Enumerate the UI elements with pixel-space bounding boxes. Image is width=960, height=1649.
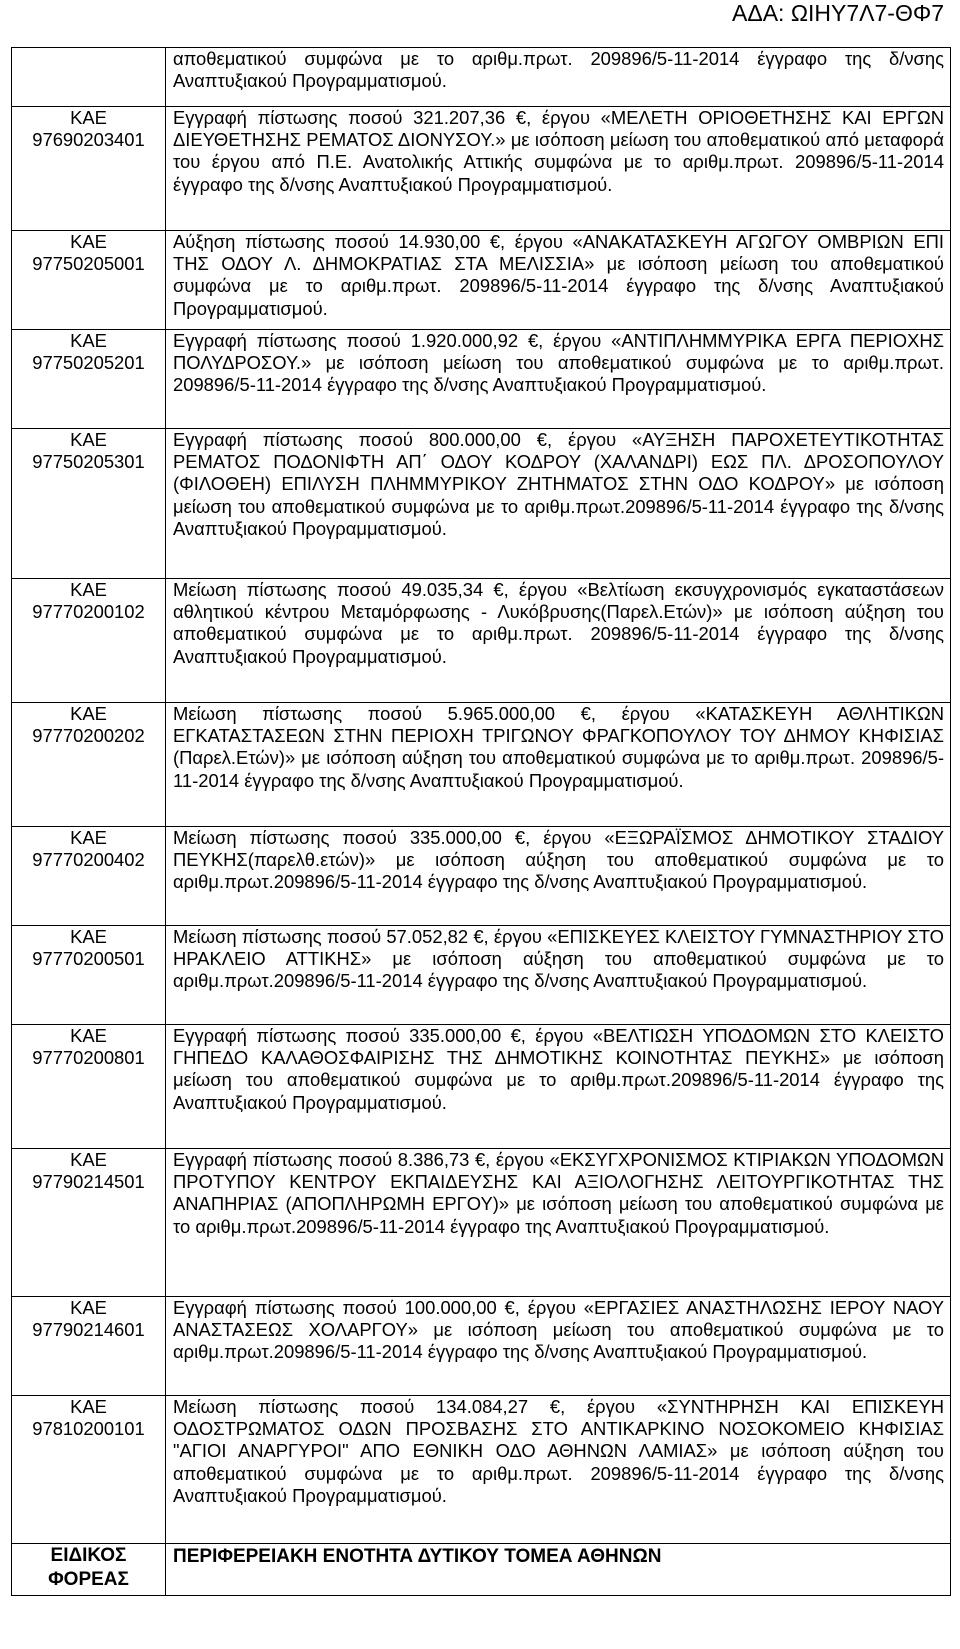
kae-cell bbox=[12, 1149, 166, 1297]
kae-cell bbox=[12, 1297, 166, 1396]
description-text: αποθεματικού συμφώνα με το αριθμ.πρωτ. 209896/5-11-2014 έγγραφο της δ/νσης Αναπτυξιακού Προγραμματισμού. bbox=[173, 48, 944, 92]
kae-number: 97750205001 bbox=[32, 253, 145, 275]
description-cell bbox=[166, 926, 951, 1025]
description-text: Αύξηση πίστωσης ποσού 14.930,00 €, έργου «ΑΝΑΚΑΤΑΣΚΕΥΗ ΑΓΩΓΟΥ ΟΜΒΡΙΩΝ ΕΠΙ ΤΗΣ ΟΔΟΥ Λ. ΔΗΜΟΚΡΑΤΙΑΣ ΣΤΑ ΜΕΛΙΣΣΙΑ» με ισόποση μείωση του αποθεματικού συμφώνα με το αριθμ.πρωτ. 209896/5-11-2014 έγγραφο της δ/νσης Αναπτυξιακού Προγραμματισμού. bbox=[173, 231, 944, 319]
table-row bbox=[12, 1297, 951, 1396]
budget-table-body bbox=[12, 48, 951, 1596]
kae-number: 97750205301 bbox=[32, 451, 145, 473]
table-row bbox=[12, 703, 951, 827]
kae-cell bbox=[12, 926, 166, 1025]
description-cell bbox=[166, 429, 951, 579]
description-cell bbox=[166, 1396, 951, 1544]
special-body-label-line2: ΦΟΡΕΑΣ bbox=[48, 1569, 129, 1590]
description-cell bbox=[166, 703, 951, 827]
special-body-label-cell bbox=[12, 1544, 166, 1596]
description-cell bbox=[166, 827, 951, 926]
description-text: Μείωση πίστωσης ποσού 57.052,82 €, έργου «ΕΠΙΣΚΕΥΕΣ ΚΛΕΙΣΤΟΥ ΓΥΜΝΑΣΤΗΡΙΟΥ ΣΤΟ ΗΡΑΚΛΕΙΟ ΑΤΤΙΚΗΣ» με ισόποση αύξηση του αποθεματικού συμφώνα με το αριθμ.πρωτ.209896/5-11-2014 έγγραφο της δ/νσης Αναπτυξιακού Προγραμματισμού. bbox=[173, 926, 944, 992]
description-text: Εγγραφή πίστωσης ποσού 321.207,36 €, έργου «ΜΕΛΕΤΗ ΟΡΙΟΘΕΤΗΣΗΣ ΚΑΙ ΕΡΓΩΝ ΔΙΕΥΘΕΤΗΣΗΣ ΡΕΜΑΤΟΣ ΔΙΟΝΥΣΟΥ.» με ισόποση μείωση του αποθεματικού από μεταφορά του έργου από Π.Ε. Ανατολικής Αττικής συμφώνα με το αριθμ.πρωτ. 209896/5-11-2014 έγγραφο της δ/νσης Αναπτυξιακού Προγραμματισμού. bbox=[173, 107, 944, 195]
description-text: Εγγραφή πίστωσης ποσού 800.000,00 €, έργου «ΑΥΞΗΣΗ ΠΑΡΟΧΕΤΕΥΤΙΚΟΤΗΤΑΣ ΡΕΜΑΤΟΣ ΠΟΔΟΝΙΦΤΗ ΑΠ΄ ΟΔΟΥ ΚΟΔΡΟΥ (ΧΑΛΑΝΔΡΙ) ΕΩΣ ΠΛ. ΔΡΟΣΟΠΟΥΛΟΥ (ΦΙΛΟΘΕΗ) ΕΠΙΛΥΣΗ ΠΛΗΜΜΥΡΙΚΟΥ ΖΗΤΗΜΑΤΟΣ ΣΤΗΝ ΟΔΟ ΚΟΔΡΟΥ» με ισόποση μείωση του αποθεματικού συμφώνα με το αριθμ.πρωτ.209896/5-11-2014 έγγραφο της δ/νσης Αναπτυξιακού Προγραμματισμού. bbox=[173, 429, 944, 539]
budget-table bbox=[11, 47, 951, 1596]
kae-number: 97770200102 bbox=[32, 601, 145, 623]
description-cell bbox=[166, 231, 951, 330]
kae-cell bbox=[12, 579, 166, 703]
description-text: Μείωση πίστωσης ποσού 5.965.000,00 €, έργου «ΚΑΤΑΣΚΕΥΗ ΑΘΛΗΤΙΚΩΝ ΕΓΚΑΤΑΣΤΑΣΕΩΝ ΣΤΗΝ ΠΕΡΙΟΧΗ ΤΡΙΓΩΝΟΥ ΦΡΑΓΚΟΠΟΥΛΟΥ ΤΟΥ ΔΗΜΟΥ ΚΗΦΙΣΙΑΣ (Παρελ.Ετών)» με ισόποση αύξηση του αποθεματικού συμφώνα με το αριθμ.πρωτ. 209896/5-11-2014 έγγραφο της δ/νσης Αναπτυξιακού Προγραμματισμού. bbox=[173, 703, 944, 791]
table-row bbox=[12, 579, 951, 703]
description-cell bbox=[166, 579, 951, 703]
table-row bbox=[12, 231, 951, 330]
table-row bbox=[12, 429, 951, 579]
description-text: Εγγραφή πίστωσης ποσού 8.386,73 €, έργου «ΕΚΣΥΓΧΡΟΝΙΣΜΟΣ ΚΤΙΡΙΑΚΩΝ ΥΠΟΔΟΜΩΝ ΠΡΟΤΥΠΟΥ ΚΕΝΤΡΟΥ ΕΚΠΑΙΔΕΥΣΗΣ ΚΑΙ ΑΞΙΟΛΟΓΗΣΗΣ ΛΕΙΤΟΥΡΓΙΚΟΤΗΤΑΣ ΤΗΣ ΑΝΑΠΗΡΙΑΣ (ΑΠΟΠΛΗΡΩΜΗ ΕΡΓΟΥ)» με ισόποση μείωση του αποθεματικού συμφώνα με το αριθμ.πρωτ.209896/5-11-2014 έγγραφο της Αναπτυξιακού Προγραμματισμού. bbox=[173, 1149, 944, 1237]
special-body-name-cell bbox=[166, 1544, 951, 1596]
kae-label: ΚΑΕ bbox=[70, 330, 107, 351]
kae-cell bbox=[12, 48, 166, 107]
description-text: Εγγραφή πίστωσης ποσού 335.000,00 €, έργου «ΒΕΛΤΙΩΣΗ ΥΠΟΔΟΜΩΝ ΣΤΟ ΚΛΕΙΣΤΟ ΓΗΠΕΔΟ ΚΑΛΑΘΟΣΦΑΙΡΙΣΗΣ ΤΗΣ ΔΗΜΟΤΙΚΗΣ ΚΟΙΝΟΤΗΤΑΣ ΠΕΥΚΗΣ» με ισόποση μείωση του αποθεματικού συμφώνα με το αριθμ.πρωτ.209896/5-11-2014 έγγραφο της Αναπτυξιακού Προγραμματισμού. bbox=[173, 1025, 944, 1113]
special-body-name: ΠΕΡΙΦΕΡΕΙΑΚΗ ΕΝΟΤΗΤΑ ΔΥΤΙΚΟΥ ΤΟΜΕΑ ΑΘΗΝΩΝ bbox=[173, 1546, 662, 1567]
kae-cell bbox=[12, 107, 166, 231]
kae-number: 97770200202 bbox=[32, 725, 145, 747]
description-cell bbox=[166, 1149, 951, 1297]
table-row bbox=[12, 48, 951, 107]
kae-number: 97750205201 bbox=[32, 352, 145, 374]
kae-number: 97790214501 bbox=[32, 1171, 145, 1193]
table-row bbox=[12, 827, 951, 926]
description-text: Μείωση πίστωσης ποσού 49.035,34 €, έργου «Βελτίωση εκσυγχρονισμός εγκαταστάσεων αθλητικού κέντρου Μεταμόρφωσης - Λυκόβρυσης(Παρελ.Ετών)» με ισόποση αύξηση του αποθεματικού συμφώνα με το αριθμ.πρωτ. 209896/5-11-2014 έγγραφο της δ/νσης Αναπτυξιακού Προγραμματισμού. bbox=[173, 579, 944, 667]
kae-label: ΚΑΕ bbox=[70, 827, 107, 848]
description-cell bbox=[166, 1025, 951, 1149]
kae-label: ΚΑΕ bbox=[70, 926, 107, 947]
table-row bbox=[12, 1025, 951, 1149]
description-cell bbox=[166, 1297, 951, 1396]
kae-label: ΚΑΕ bbox=[70, 1149, 107, 1170]
description-cell bbox=[166, 48, 951, 107]
table-row bbox=[12, 926, 951, 1025]
kae-cell bbox=[12, 231, 166, 330]
description-text: Εγγραφή πίστωσης ποσού 1.920.000,92 €, έργου «ΑΝΤΙΠΛΗΜΜΥΡΙΚΑ ΕΡΓΑ ΠΕΡΙΟΧΗΣ ΠΟΛΥΔΡΟΣΟΥ.» με ισόποση μείωση του αποθεματικού συμφώνα με το αριθμ.πρωτ. 209896/5-11-2014 έγγραφο της δ/νσης Αναπτυξιακού Προγραμματισμού. bbox=[173, 330, 944, 396]
kae-number: 97770200501 bbox=[32, 948, 145, 970]
kae-cell bbox=[12, 429, 166, 579]
description-text: Μείωση πίστωσης ποσού 335.000,00 €, έργου «ΕΞΩΡΑΪΣΜΟΣ ΔΗΜΟΤΙΚΟΥ ΣΤΑΔΙΟΥ ΠΕΥΚΗΣ(παρελθ.ετών)» με ισόποση αύξηση του αποθεματικού συμφώνα με το αριθμ.πρωτ.209896/5-11-2014 έγγραφο της δ/νσης Αναπτυξιακού Προγραμματισμού. bbox=[173, 827, 944, 893]
kae-number: 97770200402 bbox=[32, 849, 145, 871]
kae-label: ΚΑΕ bbox=[70, 579, 107, 600]
table-row bbox=[12, 107, 951, 231]
kae-label: ΚΑΕ bbox=[70, 107, 107, 128]
description-cell bbox=[166, 330, 951, 429]
kae-label: ΚΑΕ bbox=[70, 1396, 107, 1417]
kae-cell bbox=[12, 827, 166, 926]
kae-number: 97770200801 bbox=[32, 1047, 145, 1069]
kae-label: ΚΑΕ bbox=[70, 429, 107, 450]
ada-code: ΑΔΑ: ΩΙΗΥ7Λ7-ΘΦ7 bbox=[732, 0, 944, 26]
table-row-footer bbox=[12, 1544, 951, 1596]
table-row bbox=[12, 1149, 951, 1297]
kae-cell bbox=[12, 1396, 166, 1544]
kae-label: ΚΑΕ bbox=[70, 1297, 107, 1318]
description-cell bbox=[166, 107, 951, 231]
kae-cell bbox=[12, 1025, 166, 1149]
table-row bbox=[12, 1396, 951, 1544]
kae-label: ΚΑΕ bbox=[70, 231, 107, 252]
kae-number: 97790214601 bbox=[32, 1319, 145, 1341]
description-text: Εγγραφή πίστωσης ποσού 100.000,00 €, έργου «ΕΡΓΑΣΙΕΣ ΑΝΑΣΤΗΛΩΣΗΣ ΙΕΡΟΥ ΝΑΟΥ ΑΝΑΣΤΑΣΕΩΣ ΧΟΛΑΡΓΟΥ» με ισόποση μείωση του αποθεματικού συμφώνα με το αριθμ.πρωτ.209896/5-11-2014 έγγραφο της δ/νσης Αναπτυξιακού Προγραμματισμού. bbox=[173, 1297, 944, 1363]
kae-cell bbox=[12, 703, 166, 827]
kae-number: 97810200101 bbox=[32, 1418, 145, 1440]
kae-number: 97690203401 bbox=[32, 129, 145, 151]
special-body-label-line1: ΕΙΔΙΚΟΣ bbox=[50, 1545, 127, 1566]
table-row bbox=[12, 330, 951, 429]
description-text: Μείωση πίστωσης ποσού 134.084,27 €, έργου «ΣΥΝΤΗΡΗΣΗ ΚΑΙ ΕΠΙΣΚΕΥΗ ΟΔΟΣΤΡΩΜΑΤΟΣ ΟΔΩΝ ΠΡΟΣΒΑΣΗΣ ΣΤΟ ΑΝΤΙΚΑΡΚΙΝΟ ΝΟΣΟΚΟΜΕΙΟ ΚΗΦΙΣΙΑΣ "ΑΓΙΟΙ ΑΝΑΡΓΥΡΟΙ" ΑΠΟ ΕΘΝΙΚΗ ΟΔΟ ΑΘΗΝΩΝ ΛΑΜΙΑΣ» με ισόποση αύξηση του αποθεματικού συμφώνα με το αριθμ.πρωτ. 209896/5-11-2014 έγγραφο της δ/νσης Αναπτυξιακού Προγραμματισμού. bbox=[173, 1396, 944, 1506]
kae-label: ΚΑΕ bbox=[70, 703, 107, 724]
kae-label: ΚΑΕ bbox=[70, 1025, 107, 1046]
kae-cell bbox=[12, 330, 166, 429]
